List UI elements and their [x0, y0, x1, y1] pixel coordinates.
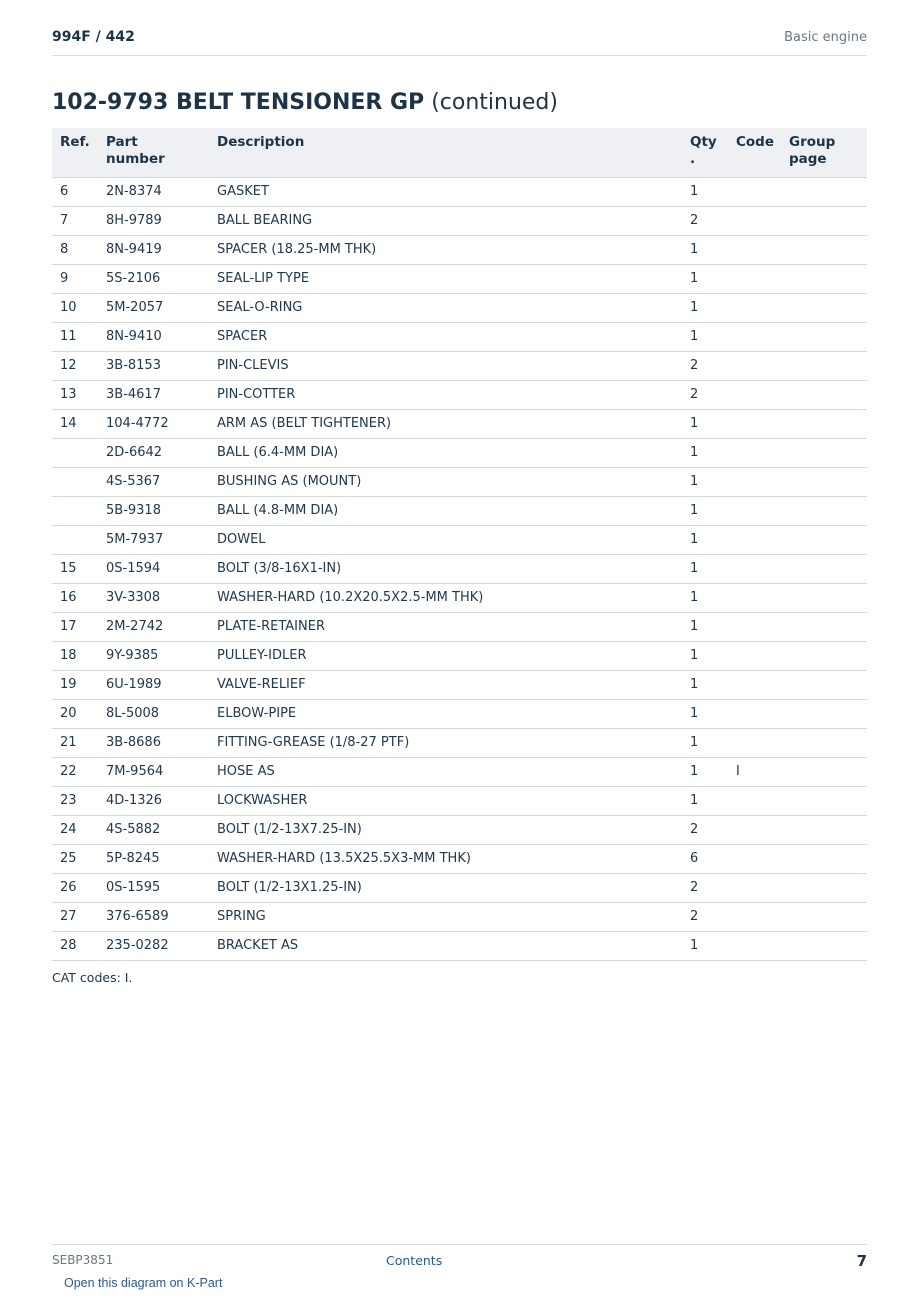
page-header: [52, 29, 867, 56]
cell-ref: 26: [52, 873, 98, 902]
cell-qty: 1: [682, 496, 728, 525]
cell-ref: 21: [52, 728, 98, 757]
cell-qty: 1: [682, 177, 728, 206]
cell-ref: [52, 525, 98, 554]
cell-ref: 27: [52, 902, 98, 931]
cell-code: [728, 438, 781, 467]
cell-ref: 15: [52, 554, 98, 583]
table-row: [52, 873, 867, 902]
table-row: [52, 525, 867, 554]
cell-qty: 2: [682, 351, 728, 380]
table-row: [52, 322, 867, 351]
cell-code: [728, 177, 781, 206]
cell-part-number: 3V-3308: [98, 583, 209, 612]
cell-description: HOSE AS: [209, 757, 682, 786]
open-diagram-kpart-link[interactable]: Open this diagram on K-Part: [64, 1276, 223, 1290]
cell-description: PLATE-RETAINER: [209, 612, 682, 641]
section-label: Basic engine: [784, 30, 867, 45]
cell-ref: 6: [52, 177, 98, 206]
table-row: [52, 583, 867, 612]
cell-description: BALL (6.4-MM DIA): [209, 438, 682, 467]
title-group-name: 102-9793 BELT TENSIONER GP: [52, 90, 425, 115]
table-row: [52, 235, 867, 264]
cell-group-page: [781, 844, 867, 873]
cell-description: SPACER (18.25-MM THK): [209, 235, 682, 264]
cell-part-number: 2D-6642: [98, 438, 209, 467]
table-row: [52, 438, 867, 467]
cell-part-number: 3B-4617: [98, 380, 209, 409]
table-row: [52, 786, 867, 815]
cell-code: [728, 931, 781, 960]
cell-code: [728, 873, 781, 902]
cell-description: ARM AS (BELT TIGHTENER): [209, 409, 682, 438]
cell-part-number: 5B-9318: [98, 496, 209, 525]
table-row: [52, 931, 867, 960]
cell-group-page: [781, 409, 867, 438]
cell-description: SPACER: [209, 322, 682, 351]
cell-description: BOLT (3/8-16X1-IN): [209, 554, 682, 583]
cell-code: [728, 728, 781, 757]
table-row: [52, 380, 867, 409]
cell-description: BUSHING AS (MOUNT): [209, 467, 682, 496]
column-header-description: Description: [209, 128, 682, 177]
cell-code: [728, 467, 781, 496]
cell-group-page: [781, 554, 867, 583]
parts-table: [52, 128, 867, 961]
cell-description: SPRING: [209, 902, 682, 931]
cell-part-number: 7M-9564: [98, 757, 209, 786]
cell-group-page: [781, 612, 867, 641]
table-row: [52, 293, 867, 322]
cell-code: [728, 409, 781, 438]
cell-group-page: [781, 380, 867, 409]
cell-ref: 8: [52, 235, 98, 264]
cell-part-number: 8N-9419: [98, 235, 209, 264]
cell-part-number: 6U-1989: [98, 670, 209, 699]
page-footer: [52, 1244, 867, 1268]
cell-description: ELBOW-PIPE: [209, 699, 682, 728]
cell-ref: 7: [52, 206, 98, 235]
cell-part-number: 4S-5367: [98, 467, 209, 496]
cell-code: [728, 525, 781, 554]
cell-part-number: 4D-1326: [98, 786, 209, 815]
cell-qty: 2: [682, 873, 728, 902]
table-row: [52, 612, 867, 641]
cell-qty: 1: [682, 409, 728, 438]
cell-ref: 17: [52, 612, 98, 641]
cell-ref: 20: [52, 699, 98, 728]
cell-qty: 1: [682, 554, 728, 583]
cell-code: [728, 264, 781, 293]
cell-part-number: 8L-5008: [98, 699, 209, 728]
cell-qty: 1: [682, 757, 728, 786]
cell-code: [728, 612, 781, 641]
cell-qty: 1: [682, 583, 728, 612]
cell-group-page: [781, 786, 867, 815]
cell-qty: 1: [682, 467, 728, 496]
cell-qty: 1: [682, 641, 728, 670]
cell-group-page: [781, 496, 867, 525]
cell-qty: 6: [682, 844, 728, 873]
contents-link[interactable]: Contents: [386, 1253, 443, 1268]
cat-codes-note: CAT codes: I.: [52, 970, 133, 985]
cell-group-page: [781, 931, 867, 960]
cell-description: SEAL-O-RING: [209, 293, 682, 322]
cell-group-page: [781, 438, 867, 467]
cell-description: BOLT (1/2-13X7.25-IN): [209, 815, 682, 844]
cell-group-page: [781, 293, 867, 322]
cell-description: BALL (4.8-MM DIA): [209, 496, 682, 525]
cell-qty: 2: [682, 206, 728, 235]
cell-group-page: [781, 670, 867, 699]
table-row: [52, 641, 867, 670]
table-row: [52, 496, 867, 525]
cell-part-number: 5S-2106: [98, 264, 209, 293]
cell-qty: 1: [682, 235, 728, 264]
document-id: SEBP3851: [52, 1253, 114, 1267]
cell-code: [728, 815, 781, 844]
cell-ref: 23: [52, 786, 98, 815]
cell-part-number: 8H-9789: [98, 206, 209, 235]
table-row: [52, 902, 867, 931]
cell-ref: 18: [52, 641, 98, 670]
table-row: [52, 351, 867, 380]
table-row: [52, 206, 867, 235]
cell-description: PIN-CLEVIS: [209, 351, 682, 380]
cell-ref: [52, 467, 98, 496]
cell-part-number: 3B-8686: [98, 728, 209, 757]
cell-description: BALL BEARING: [209, 206, 682, 235]
cell-ref: 22: [52, 757, 98, 786]
cell-description: PULLEY-IDLER: [209, 641, 682, 670]
cell-description: FITTING-GREASE (1/8-27 PTF): [209, 728, 682, 757]
table-row: [52, 264, 867, 293]
table-row: [52, 177, 867, 206]
cell-description: BOLT (1/2-13X1.25-IN): [209, 873, 682, 902]
cell-ref: 25: [52, 844, 98, 873]
cell-description: SEAL-LIP TYPE: [209, 264, 682, 293]
cell-group-page: [781, 351, 867, 380]
cell-group-page: [781, 728, 867, 757]
model-label: 994F / 442: [52, 29, 135, 45]
cell-code: [728, 235, 781, 264]
cell-ref: 12: [52, 351, 98, 380]
cell-ref: 19: [52, 670, 98, 699]
cell-ref: 10: [52, 293, 98, 322]
cell-ref: 14: [52, 409, 98, 438]
cell-code: [728, 670, 781, 699]
cell-part-number: 0S-1594: [98, 554, 209, 583]
cell-code: I: [728, 757, 781, 786]
cell-code: [728, 496, 781, 525]
cell-code: [728, 844, 781, 873]
table-row: [52, 467, 867, 496]
cell-qty: 1: [682, 525, 728, 554]
cell-description: LOCKWASHER: [209, 786, 682, 815]
cell-qty: 2: [682, 815, 728, 844]
table-row: [52, 815, 867, 844]
table-header-row: [52, 128, 867, 177]
cell-part-number: 376-6589: [98, 902, 209, 931]
parts-table-body: [52, 177, 867, 960]
cell-code: [728, 902, 781, 931]
cell-group-page: [781, 264, 867, 293]
cell-code: [728, 641, 781, 670]
table-row: [52, 844, 867, 873]
cell-part-number: 9Y-9385: [98, 641, 209, 670]
cell-part-number: 8N-9410: [98, 322, 209, 351]
table-row: [52, 554, 867, 583]
cell-group-page: [781, 641, 867, 670]
cell-qty: 2: [682, 380, 728, 409]
cell-ref: 16: [52, 583, 98, 612]
cell-group-page: [781, 322, 867, 351]
cell-group-page: [781, 467, 867, 496]
cell-part-number: 104-4772: [98, 409, 209, 438]
cell-ref: 28: [52, 931, 98, 960]
column-header-code: Code: [728, 128, 781, 177]
cell-qty: 2: [682, 902, 728, 931]
cell-code: [728, 322, 781, 351]
cell-group-page: [781, 206, 867, 235]
cell-description: WASHER-HARD (13.5X25.5X3-MM THK): [209, 844, 682, 873]
cell-ref: 9: [52, 264, 98, 293]
cell-qty: 1: [682, 786, 728, 815]
cell-group-page: [781, 177, 867, 206]
cell-code: [728, 699, 781, 728]
cell-qty: 1: [682, 612, 728, 641]
table-row: [52, 728, 867, 757]
column-header-qty: Qty .: [682, 128, 728, 177]
cell-code: [728, 583, 781, 612]
cell-ref: 13: [52, 380, 98, 409]
table-row: [52, 670, 867, 699]
cell-group-page: [781, 815, 867, 844]
cell-part-number: 5P-8245: [98, 844, 209, 873]
cell-part-number: 4S-5882: [98, 815, 209, 844]
cell-code: [728, 554, 781, 583]
cell-code: [728, 380, 781, 409]
cell-description: GASKET: [209, 177, 682, 206]
cell-part-number: 3B-8153: [98, 351, 209, 380]
cell-code: [728, 206, 781, 235]
cell-part-number: 2M-2742: [98, 612, 209, 641]
table-row: [52, 757, 867, 786]
cell-ref: 24: [52, 815, 98, 844]
cell-qty: 1: [682, 728, 728, 757]
page-number: 7: [856, 1252, 867, 1270]
cell-qty: 1: [682, 438, 728, 467]
cell-qty: 1: [682, 670, 728, 699]
cell-group-page: [781, 757, 867, 786]
cell-ref: [52, 438, 98, 467]
cell-group-page: [781, 235, 867, 264]
cell-group-page: [781, 525, 867, 554]
cell-description: BRACKET AS: [209, 931, 682, 960]
cell-part-number: 2N-8374: [98, 177, 209, 206]
title-continued: (continued): [431, 90, 558, 115]
cell-code: [728, 786, 781, 815]
cell-group-page: [781, 583, 867, 612]
cell-qty: 1: [682, 931, 728, 960]
column-header-part-number: Part number: [98, 128, 209, 177]
cell-ref: 11: [52, 322, 98, 351]
cell-group-page: [781, 873, 867, 902]
cell-description: WASHER-HARD (10.2X20.5X2.5-MM THK): [209, 583, 682, 612]
cell-code: [728, 351, 781, 380]
cell-part-number: 5M-7937: [98, 525, 209, 554]
cell-part-number: 235-0282: [98, 931, 209, 960]
cell-qty: 1: [682, 264, 728, 293]
table-row: [52, 409, 867, 438]
cell-part-number: 0S-1595: [98, 873, 209, 902]
cell-code: [728, 293, 781, 322]
cell-qty: 1: [682, 699, 728, 728]
cell-description: DOWEL: [209, 525, 682, 554]
cell-qty: 1: [682, 293, 728, 322]
cell-qty: 1: [682, 322, 728, 351]
cell-description: PIN-COTTER: [209, 380, 682, 409]
cell-group-page: [781, 699, 867, 728]
cell-ref: [52, 496, 98, 525]
table-row: [52, 699, 867, 728]
page-title: [52, 90, 558, 115]
cell-group-page: [781, 902, 867, 931]
column-header-ref: Ref.: [52, 128, 98, 177]
cell-description: VALVE-RELIEF: [209, 670, 682, 699]
column-header-group-page: Group page: [781, 128, 867, 177]
cell-part-number: 5M-2057: [98, 293, 209, 322]
